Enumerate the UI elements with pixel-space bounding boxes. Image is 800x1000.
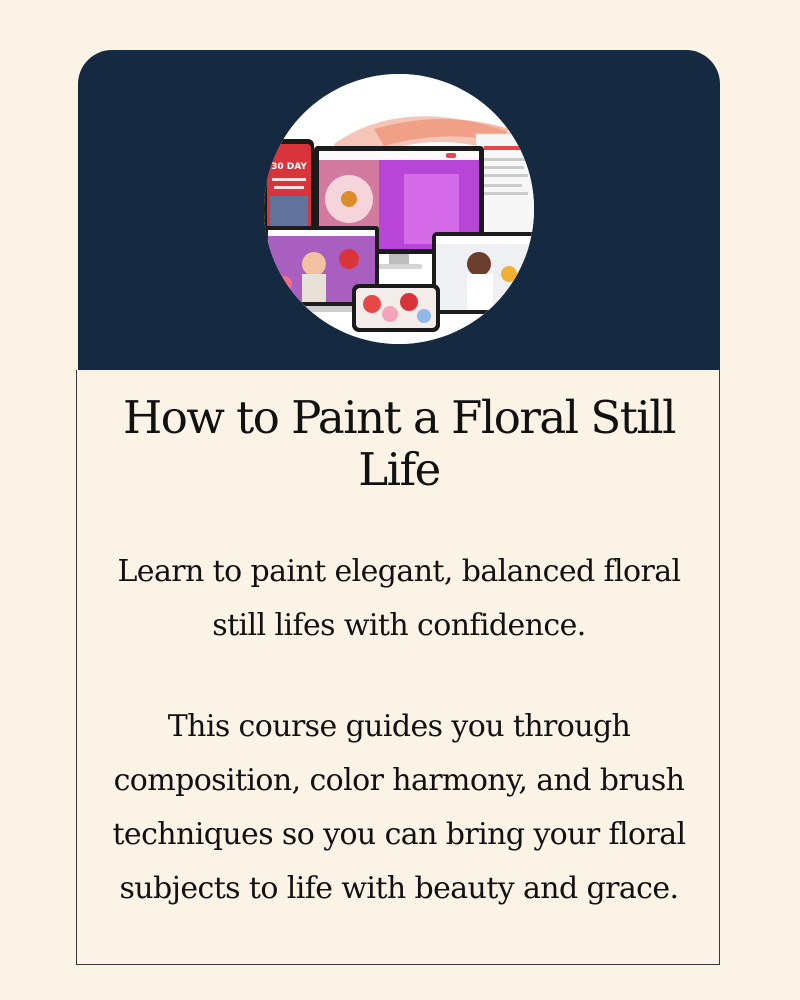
devices-mockup-illustration (264, 74, 534, 344)
svg-text:30 DAY: 30 DAY (271, 162, 307, 172)
course-devices-mockup-image (264, 74, 534, 344)
course-card-header (78, 50, 720, 370)
course-description: This course guides you through composition, color harmony, and brush techniques so you can bring your floral subjects to life with beauty and grace. (112, 709, 686, 906)
course-title: How to Paint a Floral Still Life (123, 391, 675, 496)
course-card[interactable] (78, 50, 720, 965)
course-tagline: Learn to paint elegant, balanced floral still lifes with confidence. (117, 554, 681, 643)
